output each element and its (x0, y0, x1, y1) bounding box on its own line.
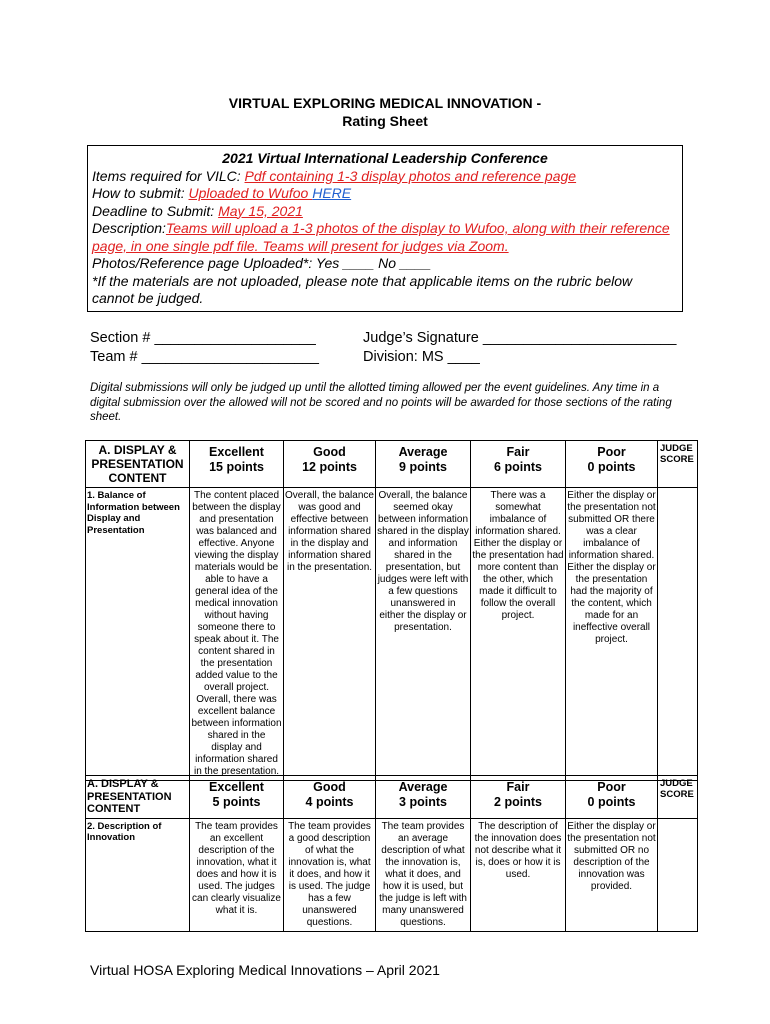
rubric-table-description (85, 775, 698, 932)
excellent-header: Excellent 5 points (190, 776, 284, 819)
team-number-field[interactable]: Team # ______________________ (90, 349, 319, 365)
average-header: Average 9 points (376, 441, 471, 488)
category-header: A. DISPLAY & PRESENTATION CONTENT (86, 776, 190, 819)
excellent-cell: The content placed between the display and presentation was balanced and effective. Anyone viewing the display materials would be able to have a general idea of the medical innovation without having someone there to speak about it. The content shared in the presentation added value to the overall project. Overall, there was excellent balance between information shared in the display and information shared in the presentation. (190, 488, 284, 781)
description-label: Description: (92, 220, 166, 236)
document-subtitle: Rating Sheet (342, 113, 428, 129)
rubric-table-balance (85, 440, 698, 781)
conference-info-box (87, 145, 683, 312)
average-header: Average 3 points (376, 776, 471, 819)
poor-header: Poor 0 points (566, 776, 658, 819)
good-header: Good 4 points (284, 776, 376, 819)
description-line (92, 220, 678, 255)
excellent-cell: The team provides an excellent description of the innovation, what it does and how it is used. The judges can clearly visualize what it is. (190, 818, 284, 931)
upload-note: *If the materials are not uploaded, please note that applicable items on the rubric below cannot be judged. (92, 272, 633, 306)
average-cell: Overall, the balance seemed okay between information shared in the display and information shared in the presentation, but judges were left with a few questions unanswered in either the display or presentation. (376, 488, 471, 781)
judge-score-cell[interactable] (658, 818, 698, 931)
criterion-label: 1. Balance of Information between Display and Presentation (86, 488, 190, 781)
judge-score-header: JUDGE SCORE (658, 441, 698, 488)
poor-cell: Either the display or the presentation not submitted OR no description of the innovation was provided. (566, 818, 658, 931)
how-to-submit-line (92, 185, 678, 203)
poor-cell: Either the display or the presentation not submitted OR there was a clear imbalance of information shared. Either the display or the presentation had the majority of the content, which made for an ineffective overall project. (566, 488, 658, 781)
how-to-submit-value: Uploaded to Wufoo (188, 185, 313, 201)
fair-header: Fair 2 points (471, 776, 566, 819)
items-required-value: Pdf containing 1-3 display photos and reference page (244, 167, 577, 184)
criterion-label: 2. Description of Innovation (86, 818, 190, 931)
uploaded-line: Photos/Reference page Uploaded*: Yes ____ No ____ (92, 255, 432, 271)
good-header: Good 12 points (284, 441, 376, 488)
items-required-label: Items required for VILC: (92, 167, 245, 184)
judge-score-cell[interactable] (658, 488, 698, 781)
poor-header: Poor 0 points (566, 441, 658, 488)
deadline-line (92, 203, 678, 221)
average-cell: The team provides an average description of what the innovation is, what it does, and how it is used, but the judge is left with many unanswered questions. (376, 818, 471, 931)
document-title: VIRTUAL EXPLORING MEDICAL INNOVATION - (228, 95, 542, 111)
items-required-line (92, 168, 678, 186)
good-cell: Overall, the balance was good and effective between information shared in the display and information shared in the presentation. (284, 488, 376, 781)
excellent-header: Excellent 15 points (190, 441, 284, 488)
fair-cell: The description of the innovation does not describe what it is, does or how it is used. (471, 818, 566, 931)
category-header: A. DISPLAY & PRESENTATION CONTENT (86, 441, 190, 488)
fair-cell: There was a somewhat imbalance of information shared. Either the display or the presentation had more content than the other, which made it difficult to follow the overall project. (471, 488, 566, 781)
section-team-fields (90, 329, 319, 367)
judge-division-fields (363, 329, 676, 367)
wufoo-here-link[interactable]: HERE (312, 185, 352, 201)
good-cell: The team provides a good description of what the innovation is, what it does, and how it is used. The judge has a few unanswered questions. (284, 818, 376, 931)
division-field[interactable]: Division: MS ____ (363, 349, 480, 365)
conference-heading: 2021 Virtual International Leadership Conference (222, 150, 548, 166)
judge-signature-field[interactable]: Judge’s Signature ________________________ (363, 330, 677, 346)
deadline-value: May 15, 2021 (218, 202, 303, 219)
how-to-submit-label: How to submit: (92, 185, 189, 201)
judge-score-header: JUDGE SCORE (658, 776, 698, 819)
digital-submission-note: Digital submissions will only be judged up until the allotted timing allowed per the event guidelines. Any time in a digital submission over the allowed will not be scored and no points will be awarded for those sections of the rating sheet. (90, 382, 672, 423)
description-value: Teams will upload a 1-3 photos of the display to Wufoo, along with their reference page, in one single pdf file. Teams will present for judges via Zoom. (92, 220, 670, 254)
deadline-label: Deadline to Submit: (92, 202, 219, 219)
section-number-field[interactable]: Section # ____________________ (90, 330, 316, 346)
page-footer: Virtual HOSA Exploring Medical Innovations – April 2021 (90, 962, 440, 978)
fair-header: Fair 6 points (471, 441, 566, 488)
